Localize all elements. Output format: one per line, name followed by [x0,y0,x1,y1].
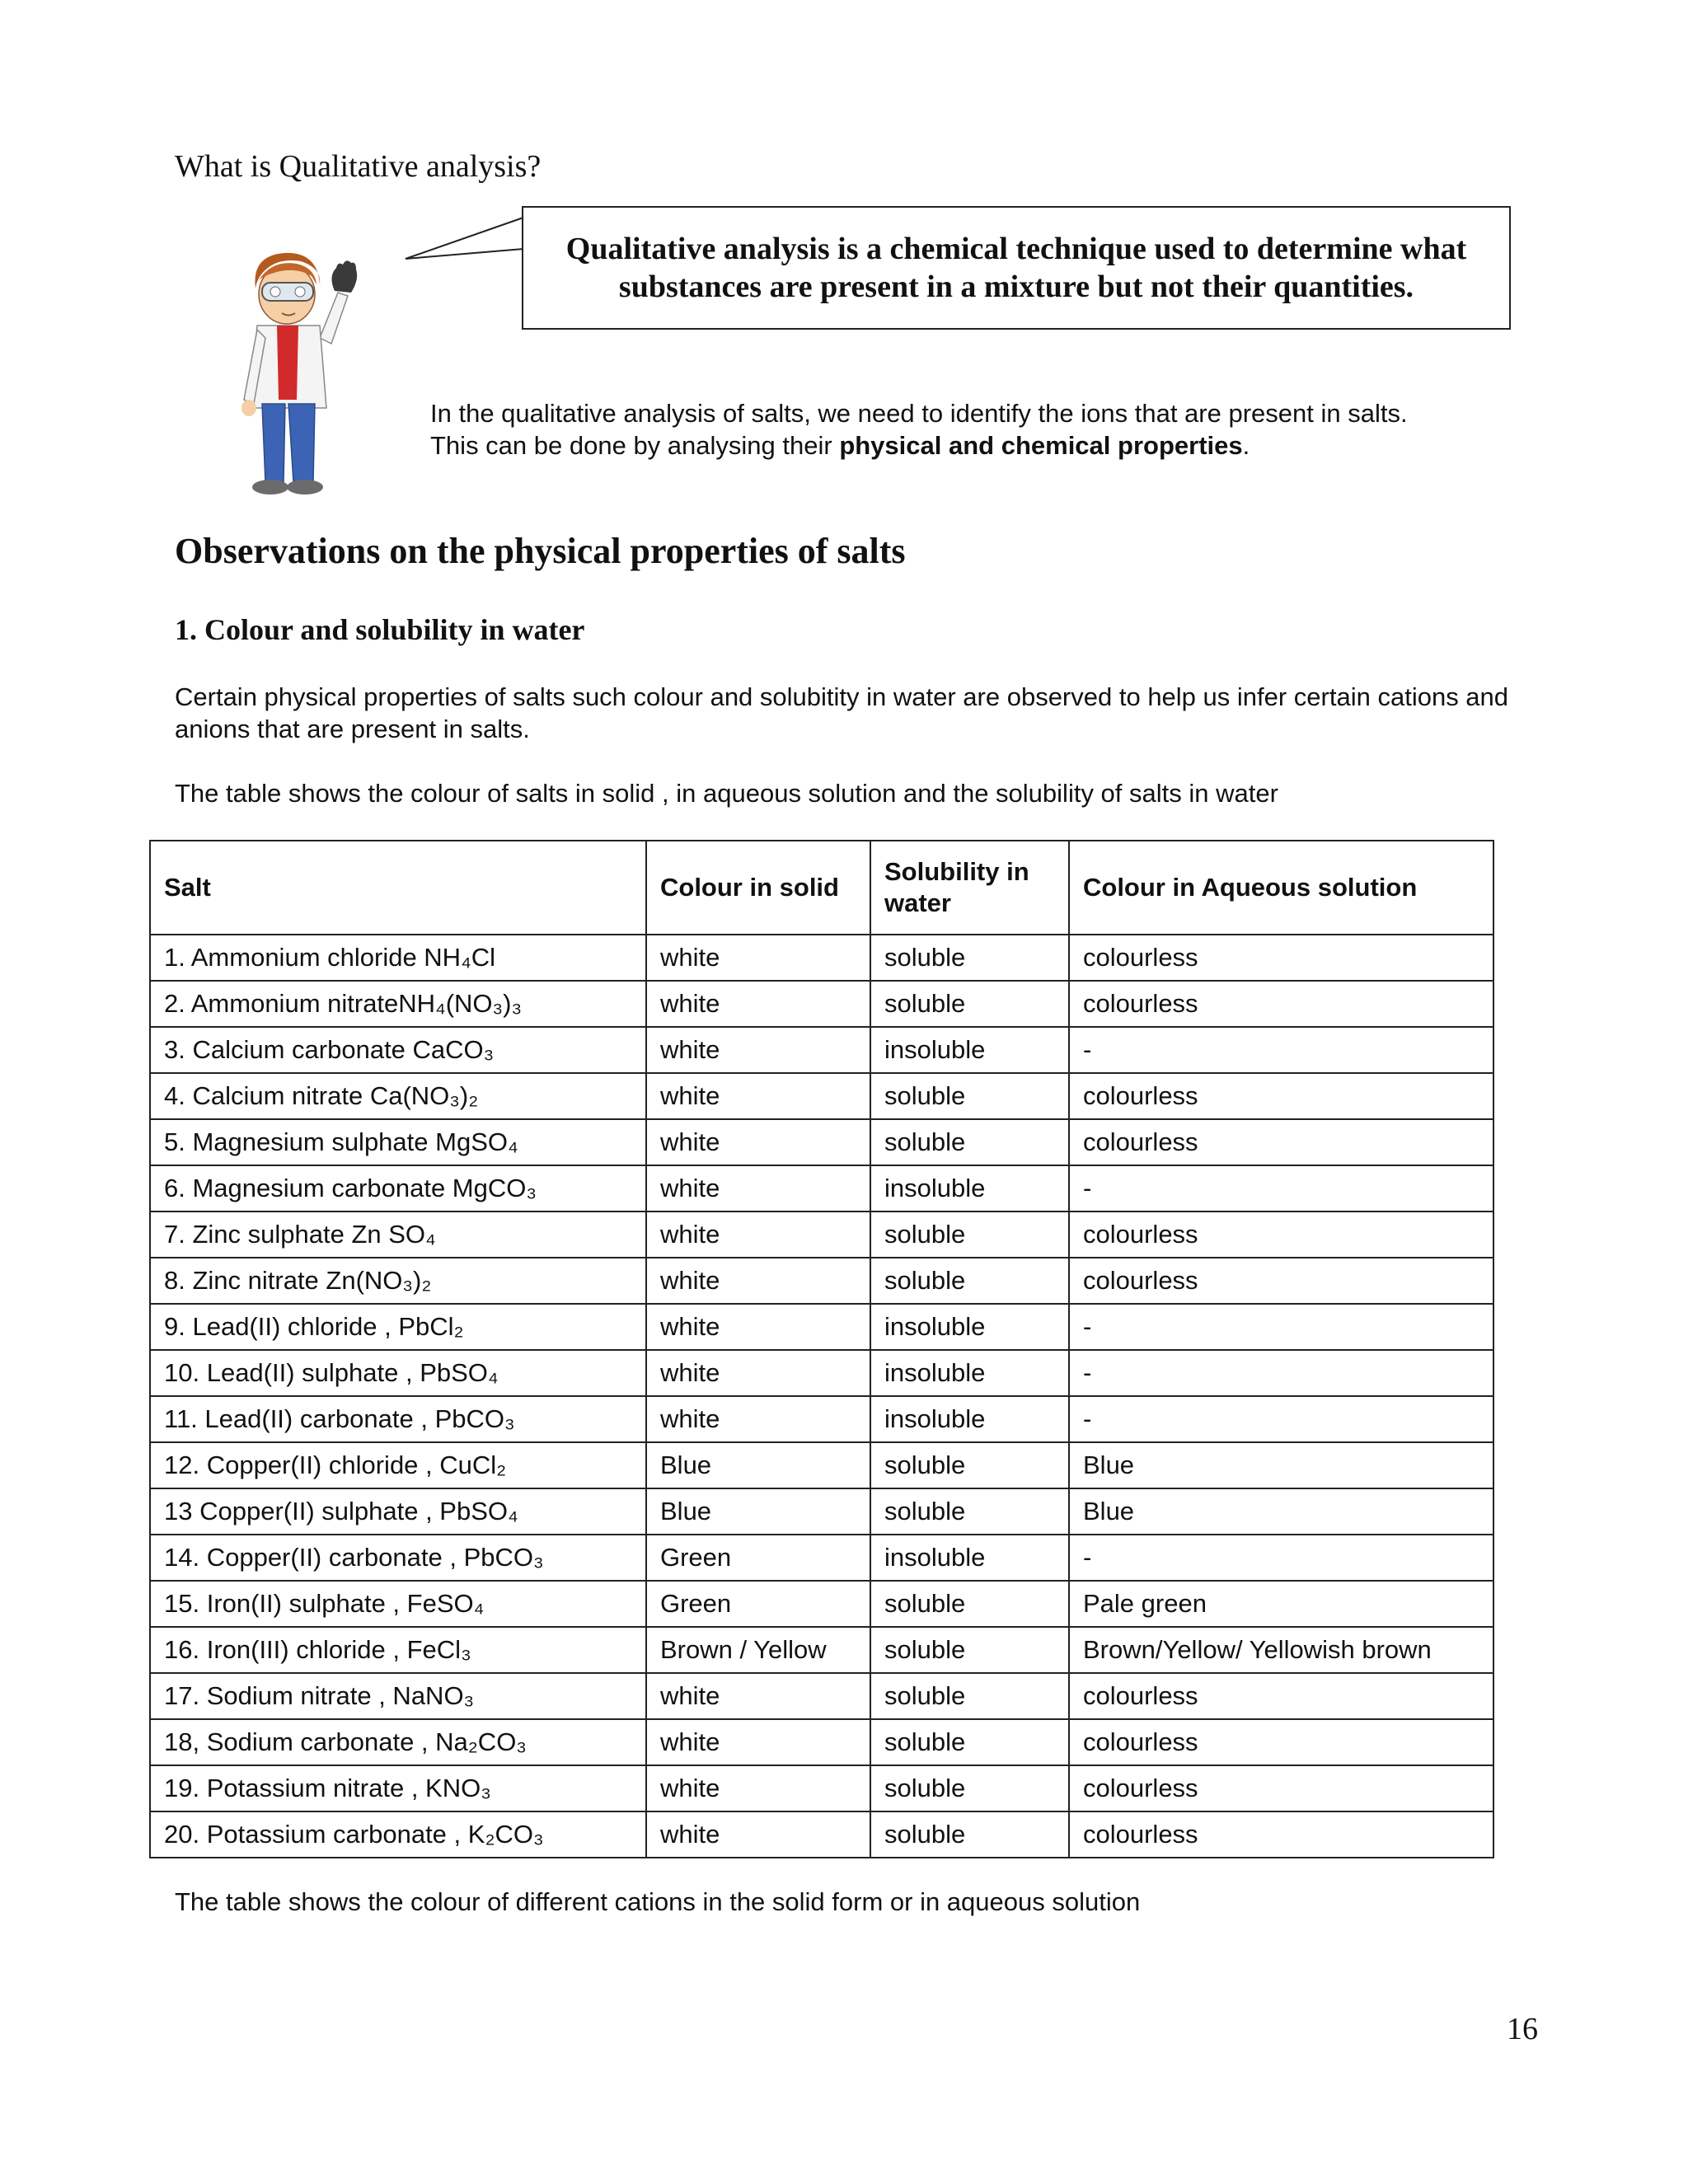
table-row [150,1627,1493,1673]
question-heading: What is Qualitative analysis? [175,149,542,184]
cell-colour-solid: Green [646,1535,870,1581]
cell-colour-aqueous: - [1069,1535,1493,1581]
cell-colour-aqueous: Brown/Yellow/ Yellowish brown [1069,1627,1493,1673]
cell-salt: 9. Lead(II) chloride , PbCl₂ [150,1304,646,1350]
section-title: Observations on the physical properties of salts [175,531,906,571]
cell-colour-solid: white [646,1811,870,1858]
cell-colour-aqueous: colourless [1069,935,1493,981]
cell-salt: 19. Potassium nitrate , KNO₃ [150,1765,646,1811]
cell-colour-aqueous: colourless [1069,1719,1493,1765]
cell-colour-solid: Blue [646,1488,870,1535]
paragraph-1: Certain physical properties of salts such colour and solubitity in water are observed to help us infer certain cations and anions that are present in salts. [175,682,1509,743]
cell-solubility: soluble [870,1258,1069,1304]
table-row [150,1396,1493,1442]
cell-salt: 18, Sodium carbonate , Na₂CO₃ [150,1719,646,1765]
paragraph-2: The table shows the colour of salts in solid , in aqueous solution and the solubility of salts in water [175,779,1278,808]
cell-salt: 7. Zinc sulphate Zn SO₄ [150,1212,646,1258]
cell-salt: 2. Ammonium nitrateNH₄(NO₃)₃ [150,981,646,1027]
footer-text: The table shows the colour of different cations in the solid form or in aqueous solution [175,1887,1141,1916]
intro-line-2: This can be done by analysing their physical and chemical properties. [430,431,1250,460]
cell-salt: 1. Ammonium chloride NH₄Cl [150,935,646,981]
cell-salt: 13 Copper(II) sulphate , PbSO₄ [150,1488,646,1535]
cell-solubility: soluble [870,1719,1069,1765]
cell-colour-solid: white [646,1258,870,1304]
cell-colour-aqueous: - [1069,1396,1493,1442]
cell-solubility: soluble [870,981,1069,1027]
table-row [150,1212,1493,1258]
cell-colour-aqueous: colourless [1069,981,1493,1027]
cell-colour-solid: white [646,1765,870,1811]
cell-colour-solid: white [646,1673,870,1719]
cell-salt: 4. Calcium nitrate Ca(NO₃)₂ [150,1073,646,1119]
cell-solubility: soluble [870,1488,1069,1535]
intro-emphasis: physical and chemical properties [839,431,1243,460]
cell-colour-solid: Blue [646,1442,870,1488]
cell-colour-aqueous: Blue [1069,1442,1493,1488]
cell-solubility: soluble [870,1581,1069,1627]
cell-salt: 11. Lead(II) carbonate , PbCO₃ [150,1396,646,1442]
speech-bubble-tail [404,216,528,265]
cell-colour-aqueous: colourless [1069,1673,1493,1719]
cell-colour-solid: white [646,1119,870,1165]
cell-solubility: soluble [870,1765,1069,1811]
header-salt: Salt [150,841,646,935]
cell-colour-aqueous: colourless [1069,1212,1493,1258]
cell-colour-aqueous: colourless [1069,1811,1493,1858]
cell-salt: 20. Potassium carbonate , K₂CO₃ [150,1811,646,1858]
cell-colour-aqueous: colourless [1069,1073,1493,1119]
cell-salt: 8. Zinc nitrate Zn(NO₃)₂ [150,1258,646,1304]
cell-colour-aqueous: Blue [1069,1488,1493,1535]
header-solubility: Solubility in water [870,841,1069,935]
cell-salt: 15. Iron(II) sulphate , FeSO₄ [150,1581,646,1627]
table-row [150,1535,1493,1581]
cell-solubility: insoluble [870,1396,1069,1442]
cell-colour-solid: white [646,1350,870,1396]
cell-salt: 5. Magnesium sulphate MgSO₄ [150,1119,646,1165]
cell-colour-aqueous: - [1069,1027,1493,1073]
cell-solubility: soluble [870,1627,1069,1673]
page-number: 16 [1507,2012,1538,2046]
table-row [150,1304,1493,1350]
cell-colour-aqueous: - [1069,1350,1493,1396]
header-colour-solid: Colour in solid [646,841,870,935]
cell-solubility: soluble [870,1119,1069,1165]
cell-colour-solid: white [646,1304,870,1350]
cell-salt: 10. Lead(II) sulphate , PbSO₄ [150,1350,646,1396]
intro-text [430,397,1584,462]
cell-colour-solid: Brown / Yellow [646,1627,870,1673]
cell-colour-solid: white [646,1165,870,1212]
table-row [150,1165,1493,1212]
cell-solubility: soluble [870,1673,1069,1719]
table-row [150,1581,1493,1627]
table-header-row [150,841,1493,935]
table-row [150,1488,1493,1535]
table-row [150,1673,1493,1719]
cell-colour-aqueous: Pale green [1069,1581,1493,1627]
cell-salt: 12. Copper(II) chloride , CuCl₂ [150,1442,646,1488]
definition-callout: Qualitative analysis is a chemical technique used to determine what substances are present in a mixture but not their quantities. [522,206,1511,330]
cell-salt: 14. Copper(II) carbonate , PbCO₃ [150,1535,646,1581]
cell-solubility: insoluble [870,1350,1069,1396]
table-row [150,1027,1493,1073]
table-body [150,935,1493,1858]
cell-solubility: soluble [870,1811,1069,1858]
cell-colour-solid: white [646,1073,870,1119]
cell-colour-solid: white [646,981,870,1027]
subsection-title: 1. Colour and solubility in water [175,613,585,646]
cell-solubility: soluble [870,1442,1069,1488]
cell-solubility: soluble [870,1073,1069,1119]
cell-salt: 3. Calcium carbonate CaCO₃ [150,1027,646,1073]
table-row [150,1442,1493,1488]
table-row [150,1765,1493,1811]
cell-colour-aqueous: colourless [1069,1765,1493,1811]
table-row [150,1119,1493,1165]
cell-solubility: insoluble [870,1304,1069,1350]
cell-colour-solid: white [646,935,870,981]
cell-solubility: soluble [870,1212,1069,1258]
table-row [150,935,1493,981]
cell-colour-solid: white [646,1212,870,1258]
cell-salt: 17. Sodium nitrate , NaNO₃ [150,1673,646,1719]
cell-salt: 16. Iron(III) chloride , FeCl₃ [150,1627,646,1673]
table-row [150,1719,1493,1765]
intro-line-1: In the qualitative analysis of salts, we need to identify the ions that are present in salts. [430,399,1408,428]
table-row [150,1811,1493,1858]
cell-colour-solid: white [646,1719,870,1765]
salts-table [149,840,1494,1858]
cell-solubility: soluble [870,935,1069,981]
cell-colour-aqueous: colourless [1069,1258,1493,1304]
cell-solubility: insoluble [870,1535,1069,1581]
cell-colour-aqueous: - [1069,1165,1493,1212]
cell-colour-aqueous: - [1069,1304,1493,1350]
cell-colour-solid: white [646,1396,870,1442]
table-row [150,1258,1493,1304]
table-row [150,981,1493,1027]
table-row [150,1350,1493,1396]
cell-colour-solid: white [646,1027,870,1073]
table-row [150,1073,1493,1119]
cell-colour-solid: Green [646,1581,870,1627]
cell-colour-aqueous: colourless [1069,1119,1493,1165]
header-colour-aqueous: Colour in Aqueous solution [1069,841,1493,935]
cell-salt: 6. Magnesium carbonate MgCO₃ [150,1165,646,1212]
scientist-icon [223,243,371,507]
cell-solubility: insoluble [870,1165,1069,1212]
cell-solubility: insoluble [870,1027,1069,1073]
